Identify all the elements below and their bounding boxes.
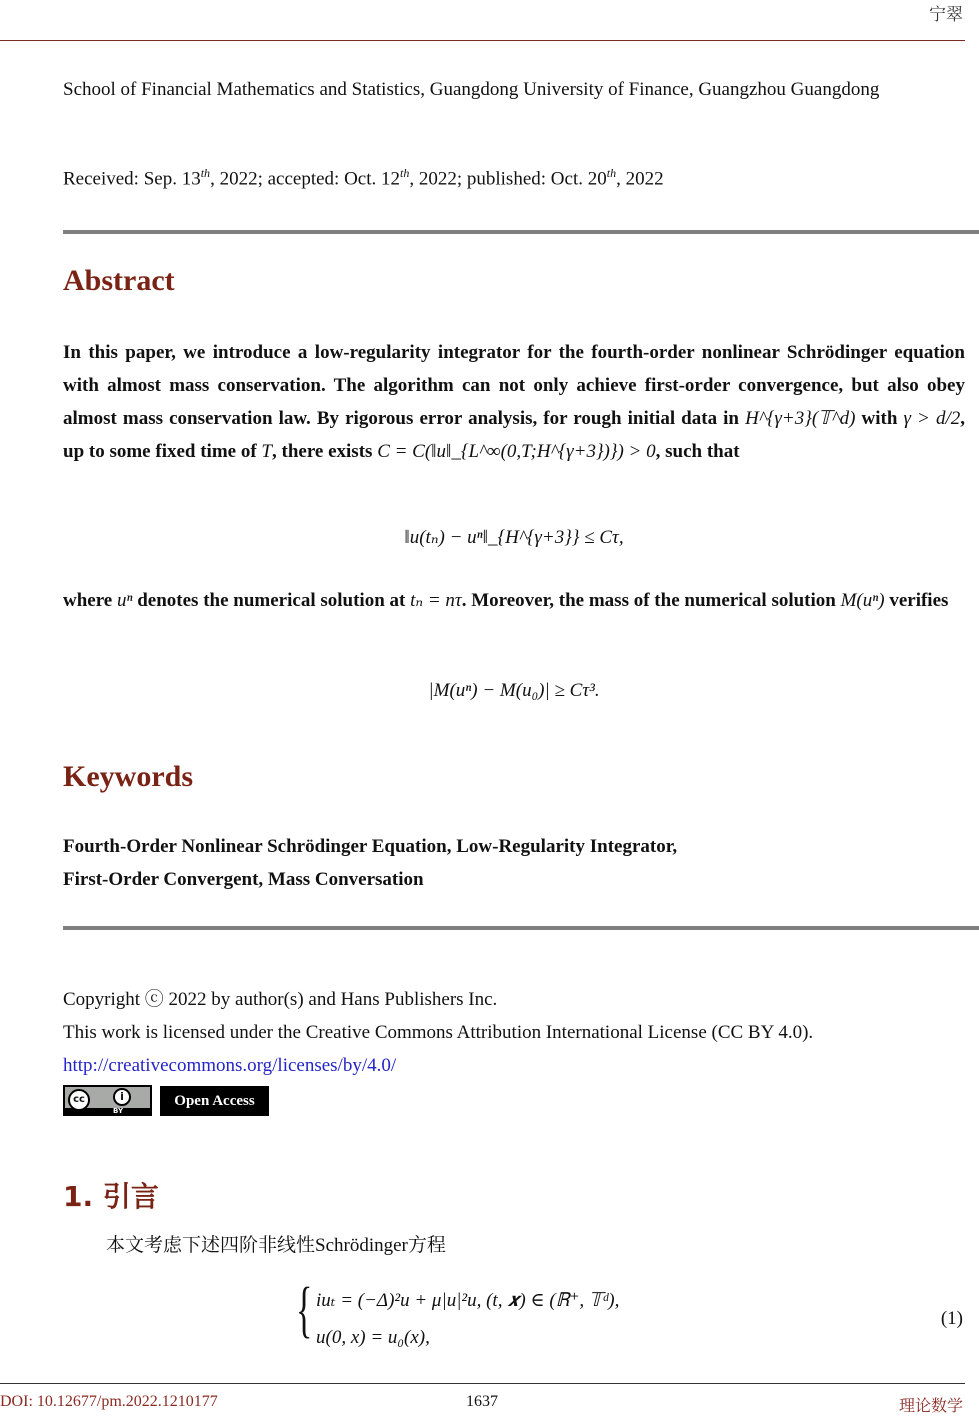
publication-dates: [63, 166, 664, 190]
equation-line-1: iuₜ = (−Δ)²u + μ|u|²u, (t, 𝒙) ∈ (ℝ⁺, 𝕋ᵈ),: [316, 1290, 620, 1311]
text: , up to some fixed time of: [63, 408, 965, 462]
math: uⁿ: [117, 590, 133, 611]
text: In this paper, we introduce a low-regularity integrator for the fourth-order nonlinear Schrödinger equation with almost mass conservation. The algorithm can not only achieve first-order convergence, but also obey almost mass conservation law. By rigorous error analysis, for rough initial data in: [63, 342, 965, 429]
math: tₙ = nτ: [410, 590, 462, 611]
intro-paragraph: 本文考虑下述四阶非线性Schrödinger方程: [106, 1235, 446, 1256]
section-1-heading: 1. 引言: [63, 1180, 159, 1213]
abstract-heading: Abstract: [63, 264, 175, 297]
received-date: Received: Sep. 13: [63, 168, 201, 190]
keywords-list: [63, 830, 677, 896]
page-number: 1637: [466, 1393, 498, 1410]
abstract-paragraph-1: [63, 336, 965, 468]
section-divider-bottom: [63, 926, 979, 930]
open-access-badge[interactable]: Open Access: [160, 1086, 269, 1116]
abstract-paragraph-2: [63, 584, 965, 617]
license-line: This work is licensed under the Creative Commons Attribution International License (CC BY 4.0).: [63, 1022, 814, 1043]
affiliation: School of Financial Mathematics and Statistics, Guangdong University of Finance, Guangzhou Guangdong: [63, 79, 880, 100]
running-header-author: 宁翠: [929, 5, 963, 25]
math: C = C(‖u‖_{L^∞(0,T;H^{γ+3})}) > 0: [377, 441, 656, 462]
abstract-equation-1: ‖u(tₙ) − uⁿ‖_{H^{γ+3}} ≤ Cτ,: [404, 527, 624, 548]
math: M(uⁿ): [840, 590, 885, 611]
sup: th: [606, 166, 617, 180]
text: . Moreover, the mass of the numerical solution: [461, 590, 841, 611]
text: , there exists: [272, 441, 378, 462]
math: γ > d/2: [903, 408, 961, 429]
sup: th: [400, 166, 410, 180]
text: verifies: [884, 590, 949, 611]
cc-icon: cc: [68, 1089, 90, 1111]
left-brace: {: [296, 1276, 313, 1344]
footer-doi[interactable]: DOI: 10.12677/pm.2022.1210177: [0, 1393, 218, 1410]
text: where: [63, 590, 117, 611]
equation-line-2: u(0, x) = u₀(x),: [316, 1327, 430, 1348]
attribution-person-icon: i: [113, 1088, 131, 1106]
keywords-line-1: Fourth-Order Nonlinear Schrödinger Equation, Low-Regularity Integrator,: [63, 836, 678, 857]
copyright-block: [63, 983, 813, 1082]
copyright-line: Copyright ⓒ 2022 by author(s) and Hans Publishers Inc.: [63, 989, 498, 1010]
year: , 2022: [616, 168, 664, 190]
by-label: BY: [113, 1107, 124, 1115]
sup: th: [200, 166, 211, 180]
keywords-line-2: First-Order Convergent, Mass Conversation: [63, 869, 424, 890]
text: denotes the numerical solution at: [132, 590, 411, 611]
license-link[interactable]: http://creativecommons.org/licenses/by/4.0/: [63, 1055, 397, 1076]
text: with: [855, 408, 904, 429]
header-rule: [0, 40, 965, 41]
equation-number: (1): [940, 1308, 963, 1329]
math: H^{γ+3}(𝕋^d): [745, 408, 856, 429]
text: , such that: [655, 441, 740, 462]
cc-by-badge[interactable]: [63, 1085, 152, 1116]
section-divider-top: [63, 230, 979, 234]
abstract-equation-2: |M(uⁿ) − M(u₀)| ≥ Cτ³.: [428, 680, 600, 701]
keywords-heading: Keywords: [63, 760, 193, 793]
footer-rule: [0, 1383, 965, 1384]
cc-badge-background: [65, 1087, 150, 1108]
journal-name: 理论数学: [898, 1396, 963, 1415]
math: T: [261, 441, 272, 462]
equation-system-1: [296, 1276, 756, 1358]
accepted-date: , 2022; accepted: Oct. 12: [210, 168, 400, 190]
published-date: , 2022; published: Oct. 20: [409, 168, 607, 190]
